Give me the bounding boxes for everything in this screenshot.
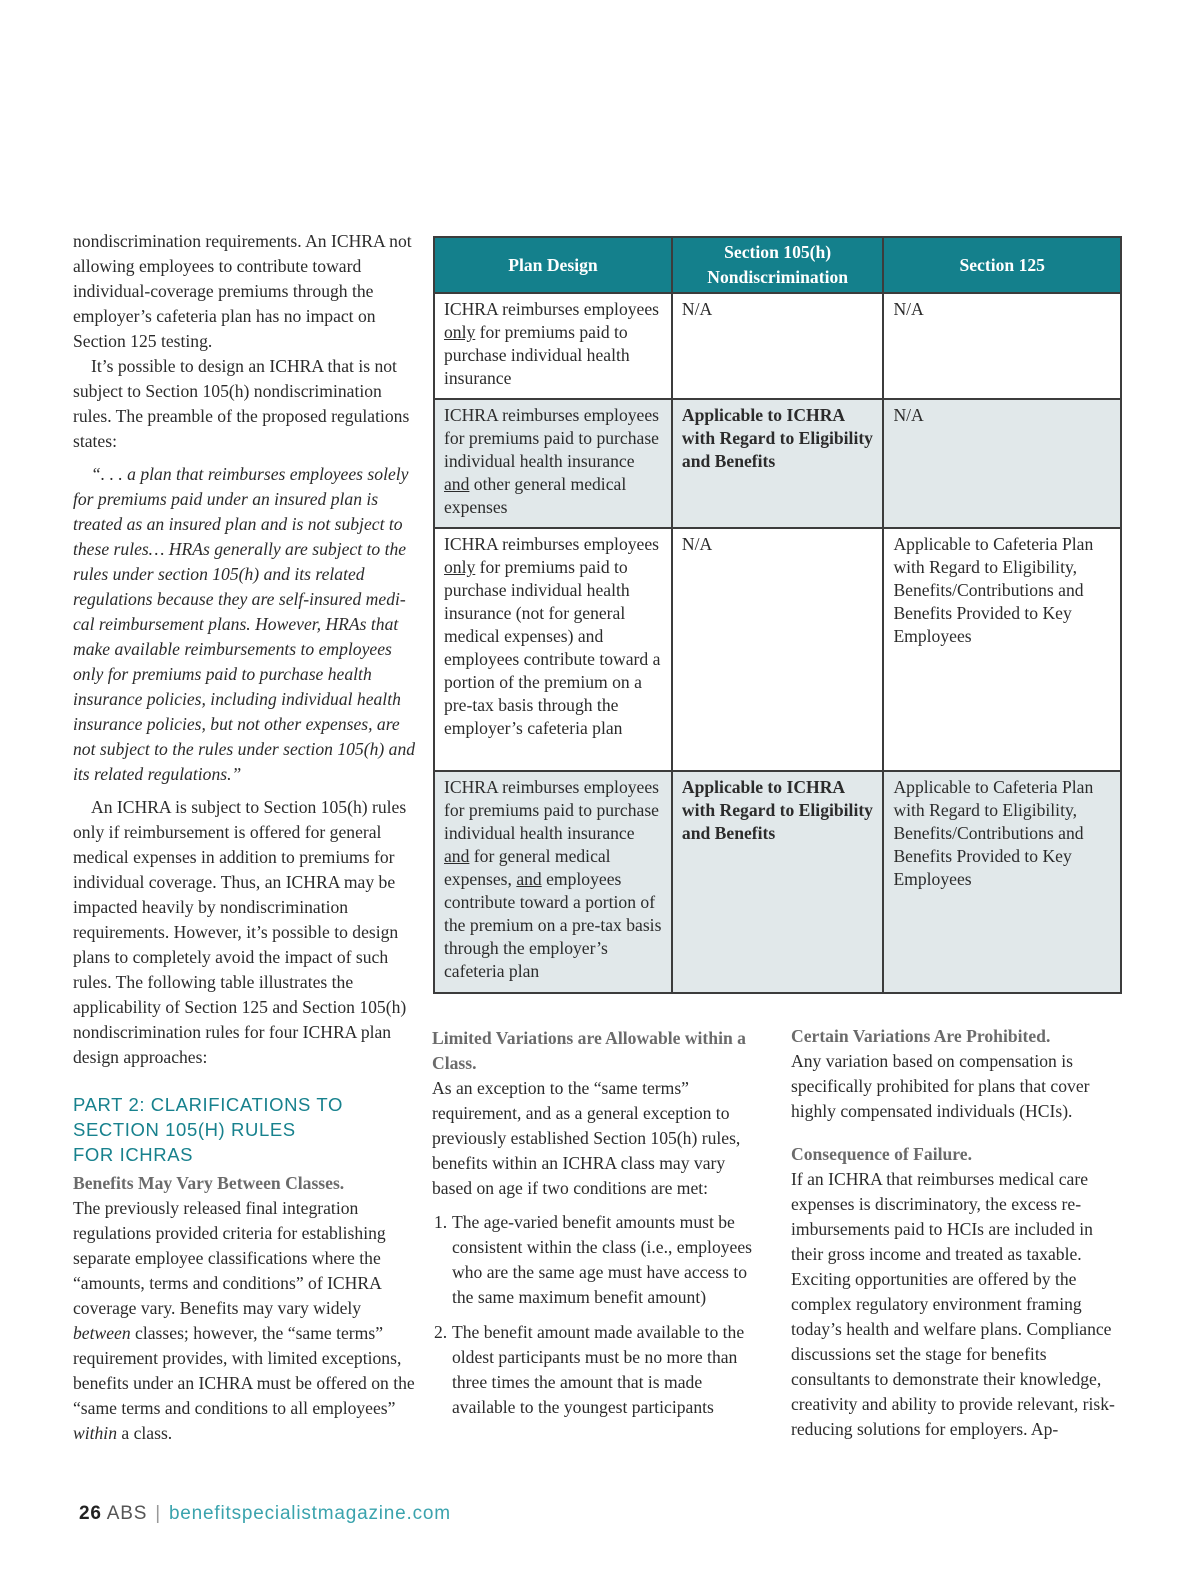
table-row xyxy=(434,771,1121,993)
left-paragraph-4 xyxy=(73,1196,418,1446)
design-text: for general medical expenses, xyxy=(444,846,611,889)
design-underline: and xyxy=(516,869,542,889)
publication-name: ABS xyxy=(106,1503,148,1524)
prohibited-variations-heading: Certain Variations Are Prohibited. xyxy=(791,1026,1051,1046)
design-text: for premiums paid to purchase individual health insurance (not for general medical expenses) and employees contribute toward a portion of the premium on a pre-tax basis through the employer’s cafeteria plan xyxy=(444,557,661,738)
website-link[interactable]: benefitspecialistmagazine.com xyxy=(168,1503,451,1524)
conditions-list xyxy=(432,1210,767,1420)
section-125-cell: Applicable to Cafeteria Plan with Regard to Eligibility, Benefits/Contributions and Benefits Provided to Key Employees xyxy=(883,528,1121,771)
section-105h-cell: N/A xyxy=(672,528,884,771)
part-2-heading xyxy=(73,1092,418,1167)
design-text: ICHRA reimburses employees xyxy=(444,534,659,554)
design-underline: only xyxy=(444,557,476,577)
p4-text-c: a class. xyxy=(117,1423,173,1443)
design-underline: only xyxy=(444,322,476,342)
header-105h-line-1: Section 105(h) xyxy=(724,242,832,262)
right-paragraph-2: If an ICHRA that reimburses medical care expenses is discriminatory, the excess reimbursements paid to HCIs are included in their gross income and treated as taxable. Exciting opportunities are offered by the complex regulatory environment framing today’s health and welfare plans. Compliance discussions set the stage for benefits consultants to demonstrate their knowledge, creativity and ability to provide relevant, risk-reducing solutions for employers. Ap- xyxy=(791,1169,1115,1439)
design-text: employees contribute toward a portion of the premium on a pre-tax basis through the employer’s cafeteria plan xyxy=(444,869,662,981)
design-text: for premiums paid to purchase individual health insurance xyxy=(444,322,630,388)
preamble-quote: “. . . a plan that reimburses employees solely for premiums paid under an insured plan is treated as an insured plan and is not subject to these rules… HRAs generally are subject to the rules under section 105(h) and its related regulations because they are self-insured medical reimbursement plans. However, HRAs that make available reimbursements to employees only for premiums paid to purchase health insurance policies, including individual health insurance policies, but not other expenses, are not subject to the rules under section 105(h) and its related regulations.” xyxy=(73,464,416,784)
design-underline: and xyxy=(444,846,470,866)
section-125-cell: Applicable to Cafeteria Plan with Regard to Eligibility, Benefits/Contributions and Benefits Provided to Key Employees xyxy=(883,771,1121,993)
table-row xyxy=(434,528,1121,771)
benefits-vary-heading: Benefits May Vary Between Classes. xyxy=(73,1173,345,1193)
design-underline: and xyxy=(444,474,470,494)
list-item xyxy=(432,1320,767,1420)
table-row xyxy=(434,399,1121,528)
section-125-cell: N/A xyxy=(883,399,1121,528)
p4-between: between xyxy=(73,1323,131,1343)
design-text: ICHRA reimburses employees xyxy=(444,299,659,319)
middle-column xyxy=(432,1026,767,1430)
plan-design-cell xyxy=(434,399,672,528)
section-105h-cell: Applicable to ICHRA with Regard to Eligibility and Benefits xyxy=(672,399,884,528)
p4-text-a: The previously released final integration regulations provided criteria for establishing separate employee classifications where the “amounts, terms and conditions” of ICHRA coverage vary. Benefits may vary widely xyxy=(73,1198,386,1318)
left-paragraph-3: An ICHRA is subject to Section 105(h) rules only if reimbursement is offered for general medical expenses in addition to premiums for individual coverage. Thus, an ICHRA may be impacted heavily by nondiscrimination requirements. However, it’s possible to design plans to completely avoid the impact of such rules. The following table illustrates the applicability of Section 125 and Section 105(h) nondiscrimination rules for four ICHRA plan design approaches: xyxy=(73,797,407,1067)
page-number: 26 xyxy=(79,1503,102,1524)
p4-text-b: classes; however, the “same terms” requirement provides, with limited exceptions, benefits under an ICHRA must be offered on the “same terms and conditions to all employees” xyxy=(73,1323,415,1418)
list-number: 1. xyxy=(434,1212,448,1232)
header-section-105h xyxy=(672,237,884,293)
header-105h-line-2: Nondiscrimination xyxy=(707,267,849,287)
left-paragraph-2: It’s possible to design an ICHRA that is not subject to Section 105(h) nondiscrimination rules. The preamble of the proposed regulations states: xyxy=(73,356,410,451)
plan-design-cell xyxy=(434,293,672,399)
left-column xyxy=(73,229,418,1446)
middle-intro: As an exception to the “same terms” requirement, and as a general exception to previously established Section 105(h) rules, benefits within an ICHRA class may vary based on age if two conditions are met: xyxy=(432,1078,741,1198)
design-text: ICHRA reimburses employees for premiums paid to purchase individual health insurance xyxy=(444,777,659,843)
list-text: The age-varied benefit amounts must be consistent within the class (i.e., employees who are the same age must have access to the same maximum benefit amount) xyxy=(452,1212,753,1307)
part-2-heading-line-1: PART 2: CLARIFICATIONS TO xyxy=(73,1094,343,1115)
page-footer xyxy=(79,1503,451,1525)
right-paragraph-1: Any variation based on compensation is specifically prohibited for plans that cover highly compensated individuals (HCIs). xyxy=(791,1051,1090,1121)
list-text: The benefit amount made available to the oldest participants must be no more than three times the amount that is made available to the youngest participants xyxy=(452,1322,745,1417)
table-row xyxy=(434,293,1121,399)
part-2-heading-line-2: SECTION 105(H) RULES xyxy=(73,1119,296,1140)
section-105h-cell: Applicable to ICHRA with Regard to Eligibility and Benefits xyxy=(672,771,884,993)
design-text: ICHRA reimburses employees for premiums paid to purchase individual health insurance xyxy=(444,405,659,471)
plan-design-cell xyxy=(434,771,672,993)
table-header-row xyxy=(434,237,1121,293)
limited-variations-heading: Limited Variations are Allowable within a Class. xyxy=(432,1028,746,1073)
design-text: other general medical expenses xyxy=(444,474,627,517)
list-item xyxy=(432,1210,767,1310)
p4-within: within xyxy=(73,1423,117,1443)
plan-design-table xyxy=(433,236,1122,994)
part-2-heading-line-3: FOR ICHRAS xyxy=(73,1144,194,1165)
header-plan-design: Plan Design xyxy=(434,237,672,293)
consequence-heading: Consequence of Failure. xyxy=(791,1144,972,1164)
section-125-cell: N/A xyxy=(883,293,1121,399)
section-105h-cell: N/A xyxy=(672,293,884,399)
header-section-125: Section 125 xyxy=(883,237,1121,293)
list-number: 2. xyxy=(434,1322,448,1342)
left-paragraph-1: nondiscrimination requirements. An ICHRA not allowing employees to contribute toward individual-coverage premiums through the employer’s cafeteria plan has no impact on Section 125 testing. xyxy=(73,231,412,351)
right-column xyxy=(791,1024,1126,1442)
plan-design-cell xyxy=(434,528,672,771)
footer-separator: | xyxy=(155,1503,161,1524)
